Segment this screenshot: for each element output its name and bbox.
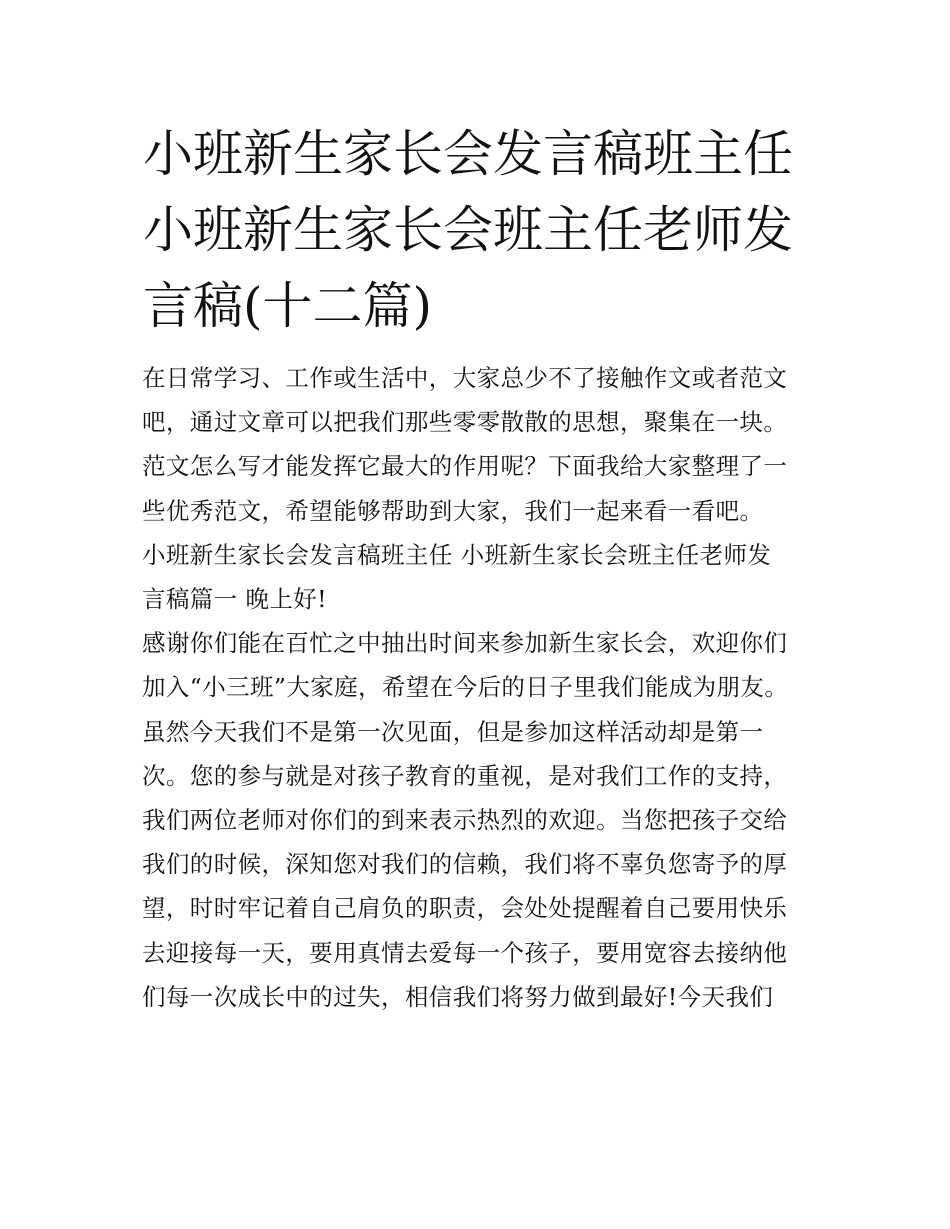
body-line: 望，时时牢记着自己肩负的职责，会处处提醒着自己要用快乐 (142, 894, 788, 923)
body-line: 加入“小三班”大家庭，希望在今后的日子里我们能成为朋友。 (142, 673, 789, 702)
title-line: 言稿(十二篇) (143, 277, 433, 335)
body-line: 吧，通过文章可以把我们那些零零散散的思想，聚集在一块。 (142, 408, 788, 437)
body-line: 些优秀范文，希望能够帮助到大家，我们一起来看一看吧。 (142, 496, 764, 525)
body-line: 我们的时候，深知您对我们的信赖，我们将不辜负您寄予的厚 (142, 850, 788, 879)
body-line: 我们两位老师对你们的到来表示热烈的欢迎。当您把孩子交给 (142, 806, 788, 835)
body-line: 次。您的参与就是对孩子教育的重视，是对我们工作的支持， (142, 761, 788, 790)
body-line: 范文怎么写才能发挥它最大的作用呢？下面我给大家整理了一 (142, 452, 788, 481)
body-line: 们每一次成长中的过失，相信我们将努力做到最好!今天我们 (142, 982, 774, 1011)
title-line: 小班新生家长会发言稿班主任 (143, 125, 793, 183)
document-title (143, 116, 823, 344)
body-line: 言稿篇一 晚上好! (142, 585, 328, 614)
body-line: 小班新生家长会发言稿班主任 小班新生家长会班主任老师发 (142, 540, 772, 569)
body-line: 去迎接每一天，要用真情去爱每一个孩子，要用宽容去接纳他 (142, 938, 788, 967)
document-body (142, 356, 822, 1019)
body-line: 虽然今天我们不是第一次见面，但是参加这样活动却是第一 (142, 717, 764, 746)
body-line: 在日常学习、工作或生活中，大家总少不了接触作文或者范文 (142, 364, 788, 392)
title-line: 小班新生家长会班主任老师发 (143, 201, 793, 259)
body-line: 感谢你们能在百忙之中抽出时间来参加新生家长会，欢迎你们 (142, 629, 788, 658)
